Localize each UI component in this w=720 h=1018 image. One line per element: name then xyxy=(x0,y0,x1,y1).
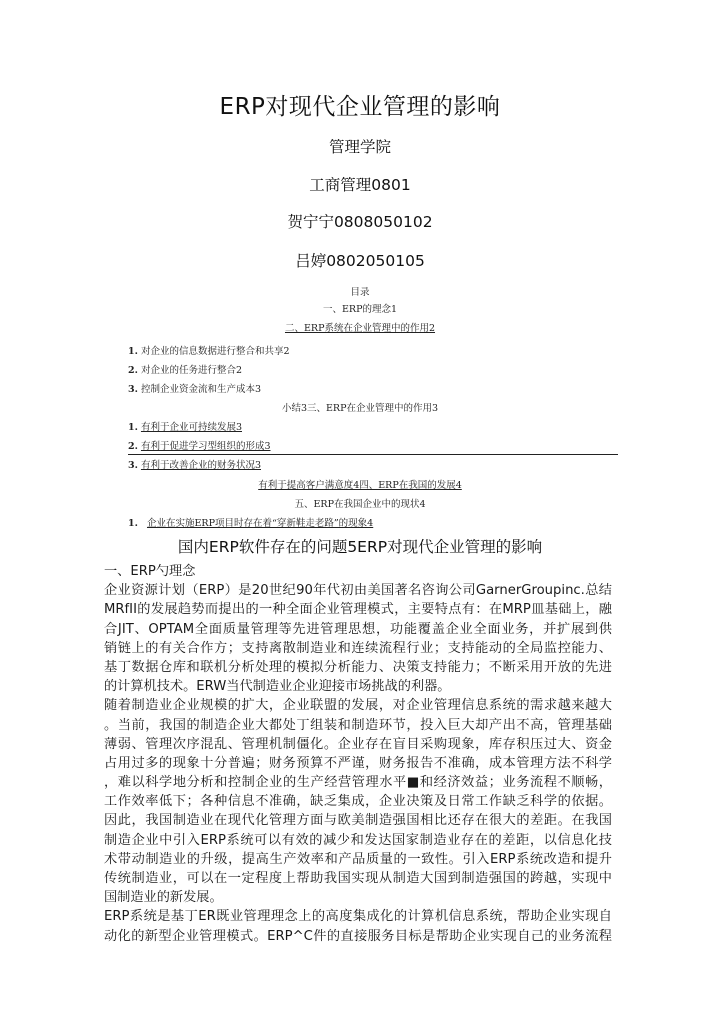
body-line: 。当前，我国的制造企业大都处丁组装和制造环节，投入巨大却产出不高，管理基础 xyxy=(104,717,612,733)
document-title: ERP对现代企业管理的影响 xyxy=(219,94,501,120)
body-line: 国制造业的新发展。 xyxy=(104,890,223,906)
body-line: 基丁数据仓库和联机分析处理的模拟分析能力、决策支持能力；不断采用开放的先进 xyxy=(104,659,612,675)
toc-entry-3-text: 对企业的信息数据进行整合和共享2 xyxy=(140,346,290,357)
body-line: 随着制造业企业规模的扩大，企业联盟的发展，对企业管理信息系统的需求越来越大 xyxy=(104,698,612,714)
toc-entry-3-number: 1. xyxy=(128,346,138,357)
body-line: 企业资源计划（ERP）是20世纪90年代初由美国著名咨询公司GarnerGroupinc.总结 xyxy=(104,583,612,599)
toc-entry-2[interactable] xyxy=(0,320,720,334)
toc-entry-10-text: 有利于提高客户满意度4四、ERP在我国的发展4 xyxy=(258,480,462,491)
toc-entry-7[interactable] xyxy=(128,419,242,433)
body-line: 工作效率低下；各种信息不准确，缺乏集成，企业决策及日常工作缺乏科学的依据。 xyxy=(104,794,612,810)
body-line: 一、ERP勺理念 xyxy=(104,564,196,579)
toc-entry-2-text: 二、ERP系统在企业管理中的作用2 xyxy=(284,323,436,334)
toc-entry-4-text: 对企业的任务进行整合2 xyxy=(140,365,242,376)
body-line: 制造企业中引入ERP系统可以有效的减少和发达国家制造业存在的差距，以信息化技 xyxy=(104,832,612,848)
body-line: MRfII的发展趋势而提出的一种全面企业管理模式，主要特点有：在MRP皿基础上，融 xyxy=(104,602,612,618)
toc-entry-6[interactable]: 小结3三、ERP在企业管理中的作用3 xyxy=(281,403,439,414)
toc-entry-5-number: 3. xyxy=(128,384,138,395)
toc-entry-5[interactable] xyxy=(128,381,261,395)
toc-entry-9-number: 3. xyxy=(128,460,138,471)
body-line: 动化的新型企业管理模式。ERP^C件的直接服务目标是帮助企业实现自己的业务流程 xyxy=(104,928,612,944)
body-line: 占用过多的现象十分普遍；财务预算不严谨，财务报告不准确，成本管理方法不科学 xyxy=(104,755,612,771)
body-line: 术带动制造业的升级，提高生产效率和产品质量的一致性。引入ERP系统改造和提升 xyxy=(104,851,612,867)
author-1: 贺宁宁0808050102 xyxy=(287,213,433,231)
toc-entry-9[interactable] xyxy=(128,457,261,471)
body-line: ERP系统是基丁ER既业管理理念上的高度集成化的计算机信息系统，帮助企业实现自 xyxy=(104,909,612,925)
toc-entry-12[interactable] xyxy=(128,515,373,529)
body-line: 销链上的有关合作方；支持离散制造业和连续流程行业；支持能动的全局监控能力、 xyxy=(104,640,612,656)
body-line: 合JIT、OPTAM全面质量管理等先进管理思想，功能覆盖企业全面业务，并扩展到供 xyxy=(104,621,612,637)
toc-entry-4[interactable] xyxy=(128,362,242,376)
body-line: 薄弱、管理次序混乱、管理机制僵化。企业存在盲目采购现象，库存积压过大、资金 xyxy=(104,736,612,752)
toc-entry-7-number: 1. xyxy=(128,422,138,433)
toc-entry-8-text: 有利于促进学习型组织的形成3 xyxy=(140,441,271,452)
toc-entry-12-text: 企业在实施ERP项目时存在着“穿新鞋走老路”的现象4 xyxy=(146,518,374,529)
toc-entry-3[interactable] xyxy=(128,343,290,357)
toc-entry-5-text: 控制企业资金流和生产成本3 xyxy=(140,384,261,395)
toc-entry-4-number: 2. xyxy=(128,365,138,376)
toc-entry-1[interactable]: 一、ERP的理念1 xyxy=(322,304,398,315)
body-line: 因此，我国制造业在现代化管理方面与欧美制造强国相比还存在很大的差距。在我国 xyxy=(104,813,612,829)
school-name: 管理学院 xyxy=(328,138,391,156)
toc-entry-7-text: 有利于企业可持续发展3 xyxy=(140,422,242,433)
toc-entry-11[interactable]: 五、ERP在我国企业中的现状4 xyxy=(294,499,426,510)
body-text xyxy=(104,562,612,946)
body-line: 传统制造业，可以在一定程度上帮助我国实现从制造大国到制造强国的跨越，实现中 xyxy=(104,871,612,886)
author-2: 吕婷0802050105 xyxy=(295,252,425,270)
toc-entry-8[interactable] xyxy=(128,438,271,452)
body-line: ，难以科学地分析和控制企业的生产经营管理水平■和经济效益；业务流程不顺畅， xyxy=(104,775,612,791)
toc-entry-9-text: 有利于改善企业的财务状况3 xyxy=(140,460,261,471)
toc-entry-12-number: 1. xyxy=(128,518,138,529)
class-name: 工商管理0801 xyxy=(309,176,411,194)
toc-divider xyxy=(128,454,618,455)
toc-entry-8-number: 2. xyxy=(128,441,138,452)
section-heading: 国内ERP软件存在的问题5ERP对现代企业管理的影响 xyxy=(177,538,543,556)
toc-entry-10[interactable] xyxy=(0,477,720,491)
toc-heading: 目录 xyxy=(350,287,370,298)
body-line: 的计算机技术。ERW当代制造业企业迎接市场挑战的利器。 xyxy=(104,679,451,695)
